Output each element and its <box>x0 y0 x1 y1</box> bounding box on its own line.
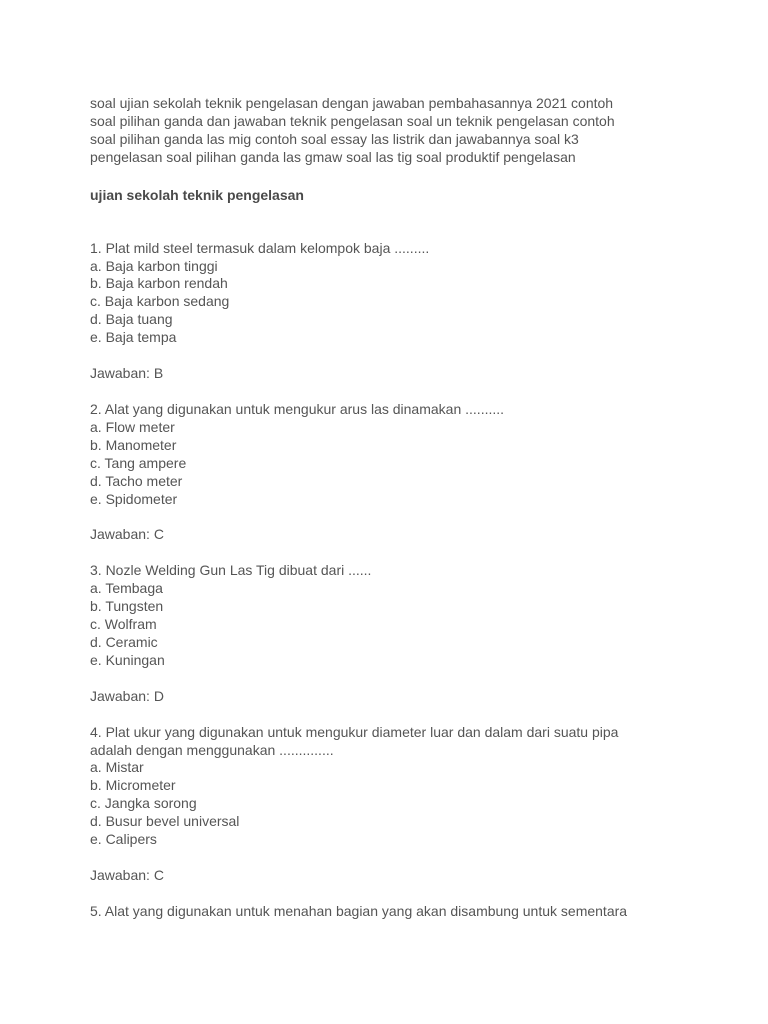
answer-text: Jawaban: C <box>90 867 164 883</box>
question-4 <box>90 724 690 885</box>
question-1 <box>90 240 690 383</box>
question-text: 3. Nozle Welding Gun Las Tig dibuat dari ...... <box>90 562 372 579</box>
option-c: c. Tang ampere <box>90 454 187 471</box>
question-text-continued: adalah dengan menggunakan .............. <box>90 741 334 758</box>
answer-text: Jawaban: C <box>90 526 164 543</box>
document-page <box>90 95 690 939</box>
option-e: e. Calipers <box>90 831 157 848</box>
option-d: d. Tacho meter <box>90 472 183 489</box>
option-e: e. Kuningan <box>90 651 165 668</box>
question-text: 2. Alat yang digunakan untuk mengukur arus las dinamakan .......... <box>90 400 505 417</box>
question-text: 4. Plat ukur yang digunakan untuk mengukur diameter luar dan dalam dari suatu pipa <box>90 723 619 740</box>
question-list <box>90 240 690 921</box>
option-d: d. Ceramic <box>90 633 158 650</box>
intro-paragraph <box>90 95 690 167</box>
answer-text: Jawaban: B <box>90 365 164 382</box>
option-e: e. Spidometer <box>90 490 178 507</box>
question-text: 5. Alat yang digunakan untuk menahan bagian yang akan disambung untuk sementara <box>90 902 628 919</box>
option-b: b. Micrometer <box>90 777 176 794</box>
question-5 <box>90 903 690 921</box>
option-d: d. Baja tuang <box>90 311 173 328</box>
option-a: a. Mistar <box>90 759 144 776</box>
option-d: d. Busur bevel universal <box>90 813 240 830</box>
option-c: c. Baja karbon sedang <box>90 293 230 310</box>
option-a: a. Tembaga <box>90 580 163 597</box>
option-b: b. Tungsten <box>90 598 164 615</box>
intro-line: soal ujian sekolah teknik pengelasan dengan jawaban pembahasannya 2021 contoh <box>90 95 614 111</box>
option-a: a. Flow meter <box>90 418 175 435</box>
question-2 <box>90 401 690 544</box>
option-c: c. Wolfram <box>90 616 157 633</box>
intro-line: pengelasan soal pilihan ganda las gmaw soal las tig soal produktif pengelasan <box>90 148 576 165</box>
option-b: b. Manometer <box>90 436 177 453</box>
option-e: e. Baja tempa <box>90 329 177 346</box>
answer-text: Jawaban: D <box>90 687 164 704</box>
question-text: 1. Plat mild steel termasuk dalam kelompok baja ......... <box>90 239 430 256</box>
intro-line: soal pilihan ganda dan jawaban teknik pengelasan soal un teknik pengelasan contoh <box>90 112 615 129</box>
intro-line: soal pilihan ganda las mig contoh soal essay las listrik dan jawabannya soal k3 <box>90 130 579 147</box>
option-c: c. Jangka sorong <box>90 795 197 812</box>
option-b: b. Baja karbon rendah <box>90 275 228 292</box>
option-a: a. Baja karbon tinggi <box>90 257 218 274</box>
question-3 <box>90 562 690 705</box>
section-heading: ujian sekolah teknik pengelasan <box>90 186 304 203</box>
